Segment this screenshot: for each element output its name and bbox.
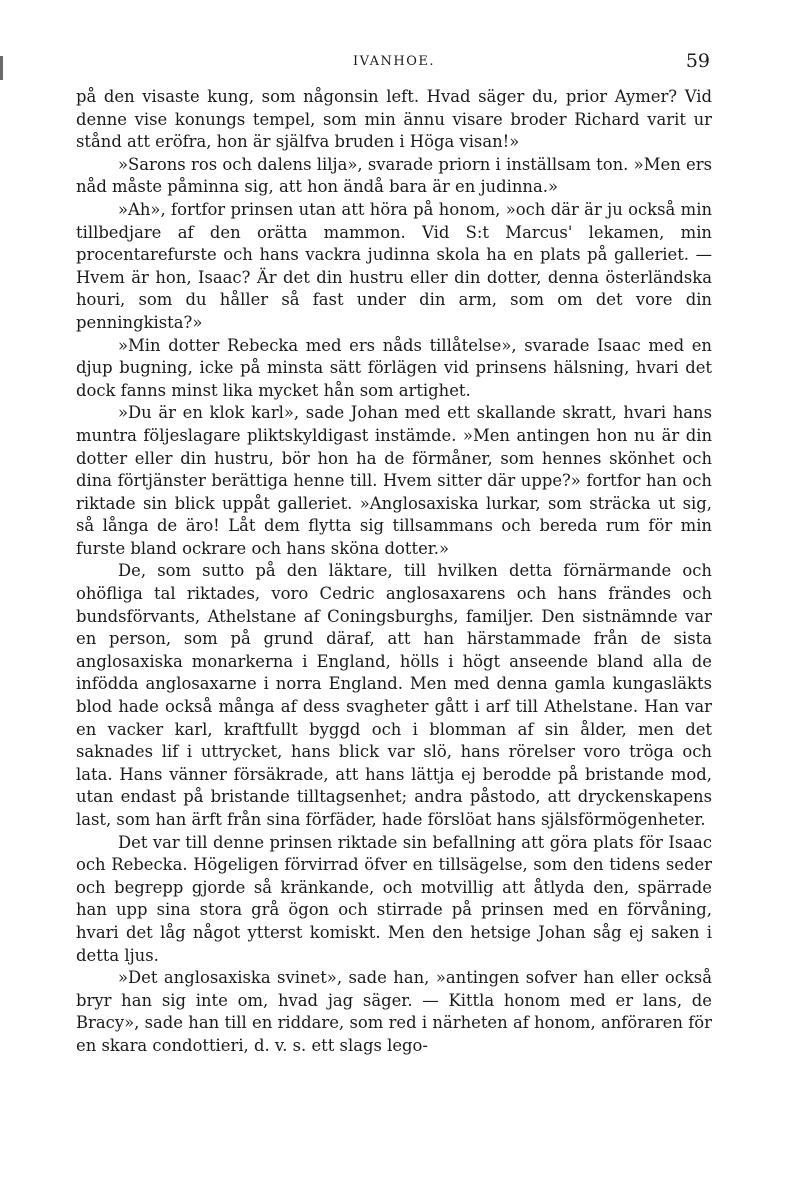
paragraph-1: på den visaste kung, som någonsin left. Hvad säger du, prior Aymer? Vid denne vise konungs tempel, som min ännu visare broder Richard varit ur stånd att eröfra, hon är själfva bruden i Höga visan!»: [76, 87, 712, 152]
page-header: [76, 52, 712, 74]
paragraph-6: De, som sutto på den läktare, till hvilken detta förnärmande och ohöfliga tal riktades, voro Cedric anglosaxarens och hans frändes och bundsförvants, Athelstane af Coningsburghs, familjer. Den sistnämnde var en person, som på grund däraf, att han härstammade från de sista anglosaxiska monarkerna i England, hölls i högt anseende bland alla de infödda anglosaxarne i norra England. Men med denna gamla kungasläkts blod hade också många af dess svagheter gått i arf till Athelstane. Han var en vacker karl, kraftfullt byggd och i blomman af sin ålder, men det saknades lif i uttrycket, hans blick var slö, hans rörelser voro tröga och lata. Hans vänner försäkrade, att hans lättja ej berodde på bristande mod, utan endast på bristande tilltagsenhet; andra påstodo, att dryckenskapens last, som han ärft från sina förfäder, hade förslöat hans själsförmögenheter.: [76, 561, 712, 829]
paragraph-4: »Min dotter Rebecka med ers nåds tillåtelse», svarade Isaac med en djup bugning, icke på minsta sätt förlägen vid prinsens hälsning, hvari det dock fanns minst lika mycket hån som artighet.: [76, 335, 712, 400]
paragraph-3: »Ah», fortfor prinsen utan att höra på honom, »och där är ju också min tillbedjare af den orätta mammon. Vid S:t Marcus' lekamen, min procentarefurste och hans vackra judinna skola ha en plats på galleriet. — Hvem är hon, Isaac? Är det din hustru eller din dotter, denna österländska houri, som du håller så fast under din arm, som om det vore din penningkista?»: [76, 199, 712, 332]
page-number: 59: [685, 50, 710, 72]
body-text: [76, 86, 712, 1058]
paragraph-2: »Sarons ros och dalens lilja», svarade priorn i inställsam ton. »Men ers nåd måste påminna sig, att hon ändå bara är en judinna.»: [76, 154, 712, 197]
paragraph-8: »Det anglosaxiska svinet», sade han, »antingen sofver han eller också bryr han sig inte om, hvad jag säger. — Kittla honom med er lans, de Bracy», sade han till en riddare, som red i närheten af honom, anföraren för en skara condottieri, d. v. s. ett slags lego-: [76, 968, 712, 1055]
running-title: IVANHOE.: [352, 54, 436, 69]
paragraph-5: »Du är en klok karl», sade Johan med ett skallande skratt, hvari hans muntra följeslagare pliktskyldigast instämde. »Men antingen hon nu är din dotter eller din hustru, bör hon ha de förmåner, som hennes skönhet och dina förtjänster berättiga henne till. Hvem sitter där uppe?» fortfor han och riktade sin blick uppåt galleriet. »Anglosaxiska lurkar, som sträcka ut sig, så långa de äro! Låt dem flytta sig tillsammans och bereda rum för min furste bland ockrare och hans sköna dotter.»: [76, 403, 712, 558]
paragraph-7: Det var till denne prinsen riktade sin befallning att göra plats för Isaac och Rebecka. Högeligen förvirrad öfver en tillsägelse, som den tidens seder och begrepp gjorde så kränkande, och motvillig att åtlyda den, spärrade han upp sina stora grå ögon och stirrade på prinsen med en förvåning, hvari det låg något ytterst komiskt. Men den hetsige Johan såg ej saken i detta ljus.: [76, 832, 712, 965]
scan-edge-mark: [0, 56, 3, 80]
